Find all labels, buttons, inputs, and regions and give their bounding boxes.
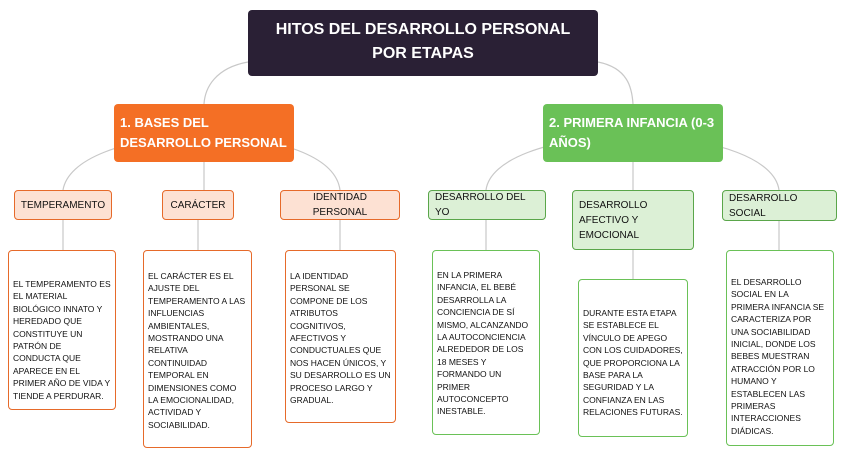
description-temperamento: EL TEMPERAMENTO ES EL MATERIAL BIOLÓGICO INNATO Y HEREDADO QUE CONSTITUYE UN PATRÓN DE CONDUCTA QUE APARECE EN EL PRIMER AÑO DE VIDA Y TIENDE A PERDURAR. (8, 250, 116, 410)
connector-root-cat1 (204, 62, 248, 104)
category-bases-desarrollo-personal: 1. BASES DEL DESARROLLO PERSONAL (114, 104, 294, 162)
subtopic-desarrollo-social: DESARROLLO SOCIAL (722, 190, 837, 221)
description-caracter: EL CARÁCTER ES EL AJUSTE DEL TEMPERAMENTO A LAS INFLUENCIAS AMBIENTALES, MOSTRANDO UNA RELATIVA CONTINUIDAD TEMPORAL EN DIMENSIONES COMO LA EMOCIONALIDAD, ACTIVIDAD Y SOCIABILIDAD. (143, 250, 252, 448)
description-desarrollo-del-yo: EN LA PRIMERA INFANCIA, EL BEBÉ DESARROLLA LA CONCIENCIA DE SÍ MISMO, ALCANZANDO LA AUTOCONCIENCIA ALREDEDOR DE LOS 18 MESES Y FORMANDO UN PRIMER AUTOCONCEPTO INESTABLE. (432, 250, 540, 435)
main-title: HITOS DEL DESARROLLO PERSONAL POR ETAPAS (248, 10, 598, 76)
subtopic-temperamento: TEMPERAMENTO (14, 190, 112, 220)
subtopic-desarrollo-del-yo: DESARROLLO DEL YO (428, 190, 546, 220)
subtopic-caracter: CARÁCTER (162, 190, 234, 220)
category-primera-infancia: 2. PRIMERA INFANCIA (0-3 AÑOS) (543, 104, 723, 162)
connector-root-cat2 (598, 62, 633, 104)
description-desarrollo-social: EL DESARROLLO SOCIAL EN LA PRIMERA INFANCIA SE CARACTERIZA POR UNA SOCIABILIDAD INICIAL, DONDE LOS BEBES MUESTRAN ATRACCIÓN POR LO HUMANO Y ESTABLECEN LAS PRIMERAS INTERACCIONES DIÁDICAS. (726, 250, 834, 446)
subtopic-identidad-personal: IDENTIDAD PERSONAL (280, 190, 400, 220)
description-identidad-personal: LA IDENTIDAD PERSONAL SE COMPONE DE LOS ATRIBUTOS COGNITIVOS, AFECTIVOS Y CONDUCTUALES QUE NOS HACEN ÚNICOS, Y SU DESARROLLO ES UN PROCESO LARGO Y GRADUAL. (285, 250, 396, 423)
description-desarrollo-afectivo-emocional: DURANTE ESTA ETAPA SE ESTABLECE EL VÍNCULO DE APEGO CON LOS CUIDADORES, QUE PROPORCIONA LA BASE PARA LA SEGURIDAD Y LA CONFIANZA EN LAS RELACIONES FUTURAS. (578, 279, 688, 437)
subtopic-desarrollo-afectivo-emocional: DESARROLLO AFECTIVO Y EMOCIONAL (572, 190, 694, 250)
